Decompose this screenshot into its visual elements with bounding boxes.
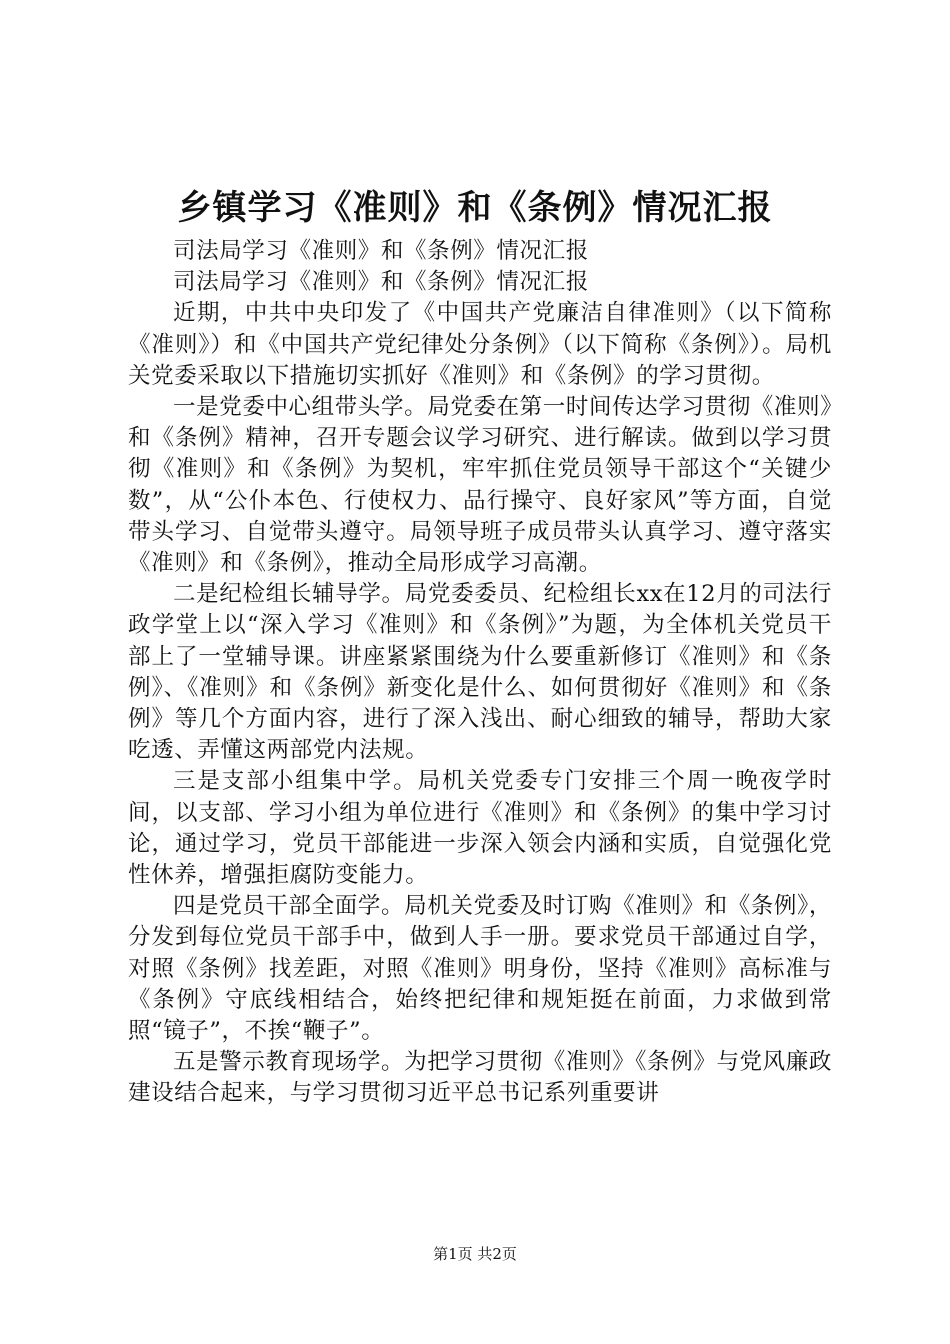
- body-paragraph: 三是支部小组集中学。局机关党委专门安排三个周一晚夜学时间，以支部、学习小组为单位进行《准则》和《条例》的集中学习讨论，通过学习，党员干部能进一步深入领会内涵和实质，自觉强化党性休养，增强拒腐防变能力。: [128, 768, 832, 889]
- body-paragraph: 五是警示教育现场学。为把学习贯彻《准则》《条例》与党风廉政建设结合起来，与学习贯彻习近平总书记系列重要讲: [128, 1049, 832, 1107]
- body-paragraph: 近期，中共中央印发了《中国共产党廉洁自律准则》（以下简称《准则》）和《中国共产党纪律处分条例》（以下简称《条例》）。局机关党委采取以下措施切实抓好《准则》和《条例》的学习贯彻。: [128, 300, 832, 389]
- subtitle-line: 司法局学习《准则》和《条例》情况汇报: [173, 238, 589, 264]
- body-paragraph: 二是纪检组长辅导学。局党委委员、纪检组长xx在12月的司法行政学堂上以“深入学习《准则》和《条例》”为题，为全体机关党员干部上了一堂辅导课。讲座紧紧围绕为什么要重新修订《准则》和《条例》、《准则》和《条例》新变化是什么、如何贯彻好《准则》和《条例》等几个方面内容，进行了深入浅出、耐心细致的辅导，帮助大家吃透、弄懂这两部党内法规。: [128, 581, 832, 764]
- page-number-footer: 第1页 共2页: [433, 1245, 517, 1263]
- document-body: [128, 236, 832, 1110]
- body-paragraph: 一是党委中心组带头学。局党委在第一时间传达学习贯彻《准则》和《条例》精神，召开专题会议学习研究、进行解读。做到以学习贯彻《准则》和《条例》为契机，牢牢抓住党员领导干部这个“关键少数”，从“公仆本色、行使权力、品行操守、良好家风”等方面，自觉带头学习、自觉带头遵守。局领导班子成员带头认真学习、遵守落实《准则》和《条例》，推动全局形成学习高潮。: [128, 394, 832, 577]
- body-paragraph: 四是党员干部全面学。局机关党委及时订购《准则》和《条例》，分发到每位党员干部手中，做到人手一册。要求党员干部通过自学，对照《条例》找差距，对照《准则》明身份，坚持《准则》高标准与《条例》守底线相结合，始终把纪律和规矩挺在前面，力求做到常照“镜子”，不挨“鞭子”。: [128, 893, 832, 1045]
- document-title: 乡镇学习《准则》和《条例》情况汇报: [177, 188, 773, 228]
- subtitle-line: 司法局学习《准则》和《条例》情况汇报: [173, 269, 589, 296]
